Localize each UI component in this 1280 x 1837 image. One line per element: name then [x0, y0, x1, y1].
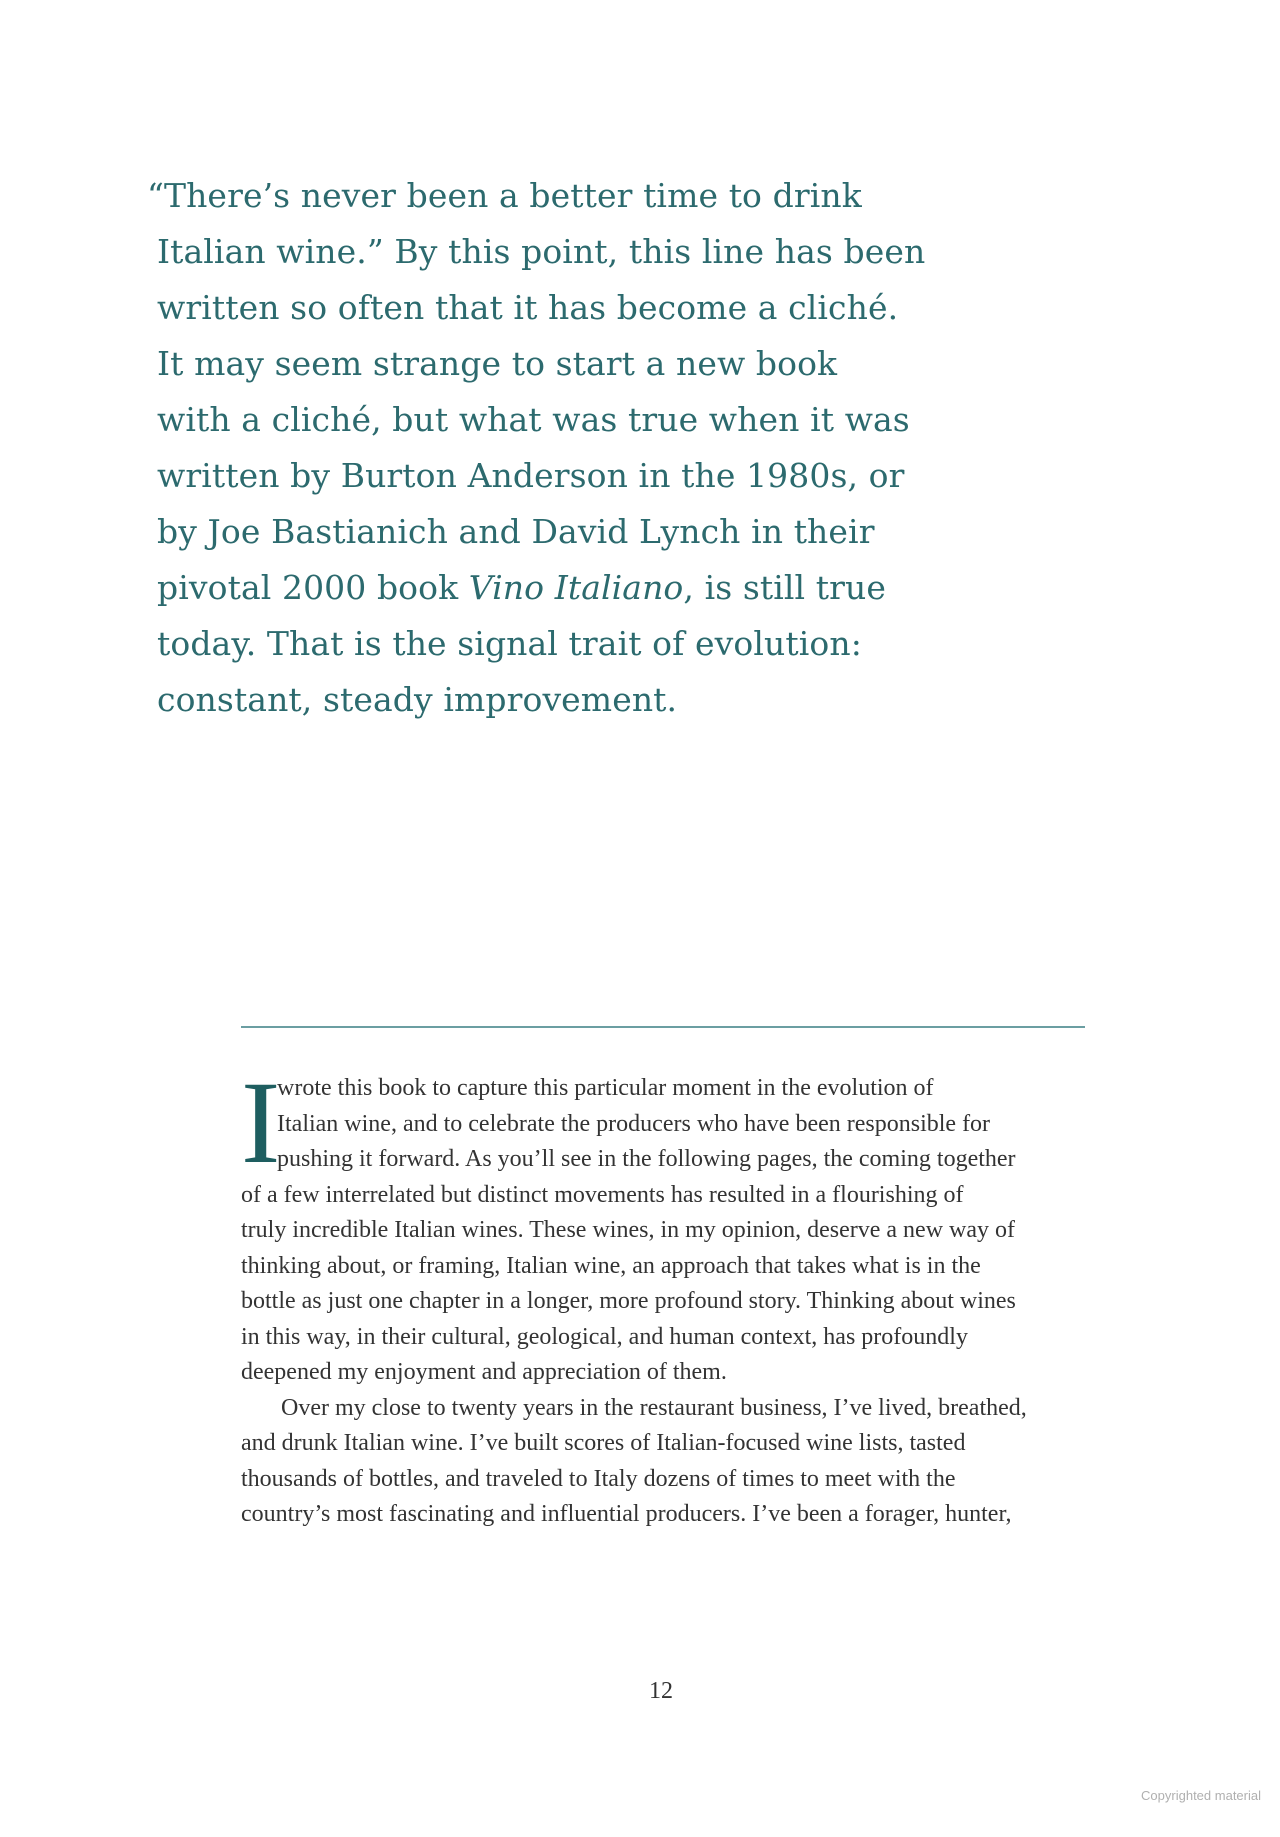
body-line: deepened my enjoyment and appreciation of them. — [241, 1359, 727, 1385]
body-line: and drunk Italian wine. I’ve built scores of Italian-focused wine lists, tasted — [241, 1430, 966, 1456]
body-line: pushing it forward. As you’ll see in the following pages, the coming together — [277, 1146, 1016, 1172]
drop-cap: I — [241, 1057, 281, 1188]
body-line: thinking about, or framing, Italian wine, an approach that takes what is in the — [241, 1252, 981, 1279]
epigraph-text: , is still true — [683, 568, 887, 607]
body-line: truly incredible Italian wines. These wines, in my opinion, deserve a new way of — [241, 1217, 1016, 1243]
epigraph-line: with a cliché, but what was true when it was — [157, 400, 910, 439]
body-line: Over my close to twenty years in the restaurant business, I’ve lived, breathed, — [281, 1394, 1027, 1421]
section-divider — [241, 1026, 1085, 1028]
epigraph-line: written by Burton Anderson in the 1980s, or — [157, 456, 905, 495]
body-text — [241, 1057, 1101, 1533]
epigraph-line: by Joe Bastianich and David Lynch in their — [157, 512, 875, 551]
body-line: bottle as just one chapter in a longer, more profound story. Thinking about wines — [241, 1288, 1016, 1314]
body-line: of a few interrelated but distinct movements has resulted in a flourishing of — [241, 1181, 964, 1208]
copyright-notice: Copyrighted material — [1141, 1788, 1261, 1803]
epigraph-text: pivotal 2000 book — [157, 568, 469, 607]
epigraph-line: constant, steady improvement. — [157, 680, 678, 719]
body-line: country’s most fascinating and influential producers. I’ve been a forager, hunter, — [241, 1501, 1012, 1527]
epigraph-line: It may seem strange to start a new book — [157, 344, 838, 383]
epigraph-line: Italian wine.” By this point, this line has been — [157, 232, 926, 271]
epigraph-quote — [147, 168, 926, 728]
body-line: thousands of bottles, and traveled to Italy dozens of times to meet with the — [241, 1465, 956, 1492]
paragraph-2 — [241, 1391, 1101, 1533]
body-line: in this way, in their cultural, geological, and human context, has profoundly — [241, 1323, 968, 1350]
epigraph-line — [157, 560, 917, 616]
paragraph-1 — [241, 1057, 1101, 1391]
epigraph-line: today. That is the signal trait of evolution: — [157, 624, 862, 663]
body-line: Italian wine, and to celebrate the producers who have been responsible for — [277, 1110, 991, 1137]
page-number: 12 — [649, 1678, 673, 1704]
body-line: wrote this book to capture this particular moment in the evolution of — [277, 1075, 934, 1101]
book-title-vino-italiano: Vino Italiano — [468, 568, 684, 607]
epigraph-line: “There’s never been a better time to drink — [147, 176, 862, 215]
epigraph-line: written so often that it has become a cliché. — [157, 288, 899, 327]
